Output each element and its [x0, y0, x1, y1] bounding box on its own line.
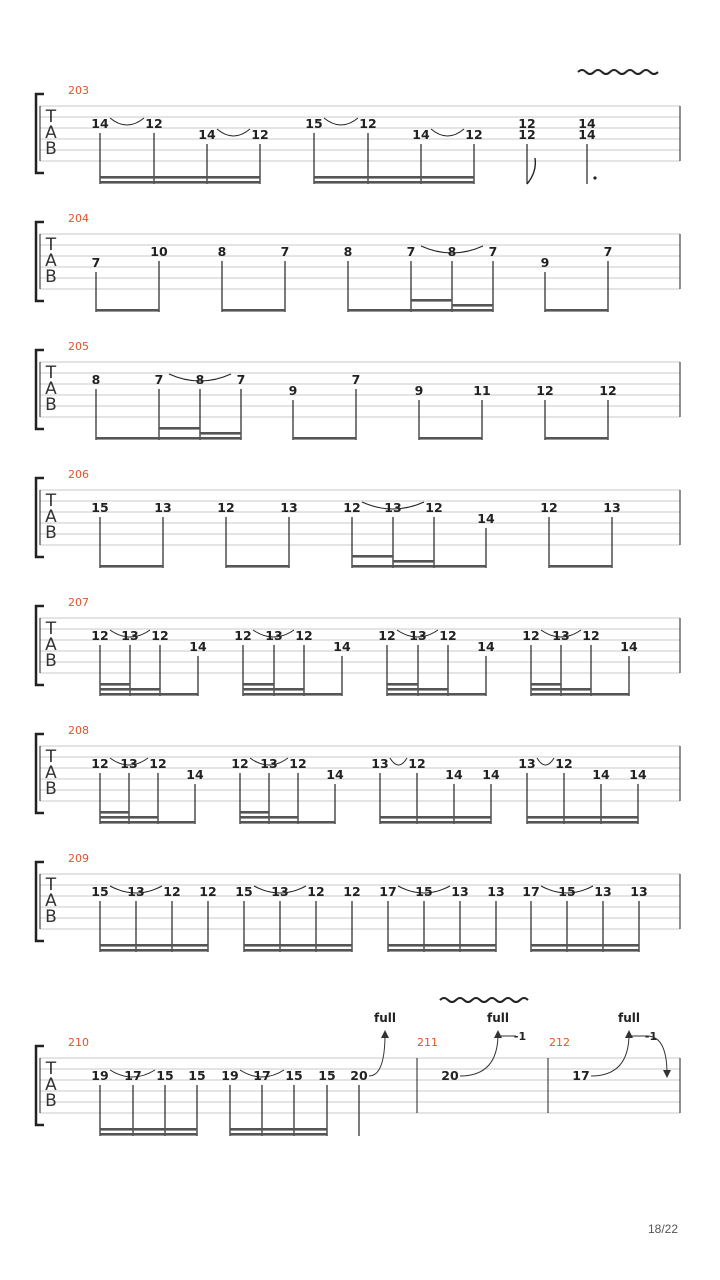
- bend-arrow: [369, 1034, 385, 1076]
- fret-number: 12: [231, 756, 249, 771]
- fret-number: 17: [522, 884, 540, 899]
- fret-number: 13: [630, 884, 648, 899]
- tab-clef-letter: B: [45, 395, 57, 415]
- tab-clef-letter: A: [45, 891, 57, 911]
- beam: [388, 944, 496, 947]
- fret-number: 15: [285, 1068, 303, 1083]
- beam: [348, 309, 493, 312]
- tab-system: [36, 852, 680, 952]
- fret-number: 15: [235, 884, 253, 899]
- tab-clef-letter: T: [45, 875, 57, 895]
- measure-number: 210: [68, 1036, 89, 1049]
- beam: [96, 437, 241, 440]
- measure-number: 205: [68, 340, 89, 353]
- tab-clef-letter: T: [45, 747, 57, 767]
- beam: [230, 1128, 327, 1131]
- beam: [293, 437, 356, 440]
- fret-number: 9: [540, 255, 550, 270]
- bend-label: full: [487, 1011, 509, 1025]
- fret-number: 12: [465, 127, 483, 142]
- tab-clef-letter: T: [45, 619, 57, 639]
- tab-clef-letter: T: [45, 491, 57, 511]
- fret-number: 15: [415, 884, 433, 899]
- fret-number: 8: [343, 244, 353, 259]
- bend-arrow: [591, 1034, 629, 1076]
- beam: [230, 1133, 327, 1136]
- fret-number: 12: [425, 500, 443, 515]
- fret-number: 12: [536, 383, 554, 398]
- fret-number: 12: [359, 116, 377, 131]
- fret-number: 13: [487, 884, 505, 899]
- fret-number: 12: [307, 884, 325, 899]
- slur: [324, 118, 358, 125]
- fret-number: 19: [221, 1068, 239, 1083]
- beam: [380, 821, 491, 824]
- beam: [100, 816, 158, 819]
- fret-number: 12: [582, 628, 600, 643]
- fret-number: 14: [578, 127, 596, 142]
- beam: [244, 949, 352, 952]
- fret-number: 13: [120, 756, 138, 771]
- fret-number: 12: [439, 628, 457, 643]
- fret-number: 17: [379, 884, 397, 899]
- tab-clef-letter: A: [45, 379, 57, 399]
- fret-number: 12: [518, 127, 536, 142]
- fret-number: 13: [384, 500, 402, 515]
- fret-number: 13: [409, 628, 427, 643]
- beam: [240, 821, 335, 824]
- fret-number: 15: [558, 884, 576, 899]
- fret-number: 12: [91, 628, 109, 643]
- beam: [100, 693, 198, 696]
- beam: [100, 811, 129, 814]
- tab-clef-letter: T: [45, 107, 57, 127]
- beam: [411, 299, 452, 302]
- fret-number: 14: [186, 767, 204, 782]
- fret-number: 9: [288, 383, 298, 398]
- fret-number: 12: [251, 127, 269, 142]
- tab-clef-letter: A: [45, 123, 57, 143]
- beam: [240, 816, 298, 819]
- fret-number: 13: [603, 500, 621, 515]
- beam: [100, 181, 260, 184]
- fret-number: 14: [445, 767, 463, 782]
- fret-number: 7: [91, 255, 101, 270]
- fret-number: 12: [289, 756, 307, 771]
- page-number: 18/22: [647, 1222, 678, 1236]
- beam: [243, 688, 304, 691]
- beam: [222, 309, 285, 312]
- beam: [314, 181, 474, 184]
- beam: [243, 693, 342, 696]
- fret-number: 14: [578, 116, 596, 131]
- measure-number: 211: [417, 1036, 438, 1049]
- beam: [244, 944, 352, 947]
- measure-number: 212: [549, 1036, 570, 1049]
- fret-number: 12: [149, 756, 167, 771]
- fret-number: 13: [451, 884, 469, 899]
- fret-number: 8: [91, 372, 101, 387]
- beam: [100, 683, 130, 686]
- fret-number: 12: [343, 500, 361, 515]
- tab-clef-letter: A: [45, 635, 57, 655]
- beam: [531, 944, 639, 947]
- fret-number: 12: [540, 500, 558, 515]
- tab-clef-letter: B: [45, 267, 57, 287]
- beam: [531, 949, 639, 952]
- dot: [593, 176, 596, 179]
- fret-number: 7: [154, 372, 164, 387]
- tab-clef-letter: B: [45, 907, 57, 927]
- beam: [159, 427, 200, 430]
- beam: [243, 683, 274, 686]
- fret-number: 15: [91, 884, 109, 899]
- vibrato-mark: [440, 998, 528, 1002]
- note-flag: [527, 158, 535, 184]
- beam: [314, 176, 474, 179]
- tab-system: [36, 70, 680, 184]
- fret-number: 20: [441, 1068, 459, 1083]
- fret-number: 11: [473, 383, 491, 398]
- measure-number: 208: [68, 724, 89, 737]
- fret-number: 12: [145, 116, 163, 131]
- fret-number: 14: [333, 639, 351, 654]
- fret-number: 8: [217, 244, 227, 259]
- bend-label: full: [618, 1011, 640, 1025]
- beam: [545, 309, 608, 312]
- fret-number: 13: [371, 756, 389, 771]
- fret-number: 12: [151, 628, 169, 643]
- fret-number: 12: [163, 884, 181, 899]
- fret-number: 14: [91, 116, 109, 131]
- measure-number: 207: [68, 596, 89, 609]
- slur: [390, 758, 407, 765]
- fret-number: 13: [260, 756, 278, 771]
- bend-arrow: [460, 1034, 498, 1076]
- beam: [100, 688, 160, 691]
- beam: [240, 811, 269, 814]
- release-label: -1: [644, 1030, 658, 1043]
- beam: [96, 309, 159, 312]
- fret-number: 12: [599, 383, 617, 398]
- beam: [387, 693, 486, 696]
- tab-system: [36, 468, 680, 568]
- beam: [393, 560, 434, 563]
- fret-number: 8: [195, 372, 205, 387]
- tab-clef-letter: B: [45, 651, 57, 671]
- tab-clef-letter: A: [45, 507, 57, 527]
- fret-number: 7: [236, 372, 246, 387]
- fret-number: 20: [350, 1068, 368, 1083]
- beam: [545, 437, 608, 440]
- fret-number: 15: [156, 1068, 174, 1083]
- fret-number: 14: [189, 639, 207, 654]
- tab-clef-letter: B: [45, 139, 57, 159]
- tab-clef-letter: T: [45, 1059, 57, 1079]
- beam: [388, 949, 496, 952]
- beam: [100, 565, 163, 568]
- fret-number: 15: [91, 500, 109, 515]
- fret-number: 8: [447, 244, 457, 259]
- fret-number: 13: [154, 500, 172, 515]
- fret-number: 15: [318, 1068, 336, 1083]
- beam: [100, 944, 208, 947]
- slur: [110, 118, 144, 125]
- fret-number: 13: [127, 884, 145, 899]
- fret-number: 17: [253, 1068, 271, 1083]
- tab-clef-letter: B: [45, 779, 57, 799]
- tab-system: [36, 998, 680, 1136]
- fret-number: 12: [217, 500, 235, 515]
- slur: [431, 129, 464, 136]
- fret-number: 14: [629, 767, 647, 782]
- fret-number: 12: [378, 628, 396, 643]
- measure-number: 209: [68, 852, 89, 865]
- fret-number: 14: [412, 127, 430, 142]
- tab-system: [36, 212, 680, 312]
- release-label: -1: [513, 1030, 527, 1043]
- fret-number: 15: [305, 116, 323, 131]
- fret-number: 17: [124, 1068, 142, 1083]
- beam: [380, 816, 491, 819]
- fret-number: 12: [199, 884, 217, 899]
- beam: [387, 688, 448, 691]
- fret-number: 15: [188, 1068, 206, 1083]
- beam: [352, 565, 486, 568]
- fret-number: 13: [271, 884, 289, 899]
- tab-clef-letter: B: [45, 1091, 57, 1111]
- slur: [217, 129, 250, 136]
- measure-number: 203: [68, 84, 89, 97]
- fret-number: 12: [408, 756, 426, 771]
- fret-number: 14: [198, 127, 216, 142]
- beam: [387, 683, 418, 686]
- tab-system: [36, 724, 680, 824]
- measure-number: 204: [68, 212, 89, 225]
- fret-number: 13: [121, 628, 139, 643]
- fret-number: 14: [482, 767, 500, 782]
- tab-system: [36, 596, 680, 696]
- fret-number: 7: [351, 372, 361, 387]
- fret-number: 13: [552, 628, 570, 643]
- beam: [100, 821, 195, 824]
- beam: [100, 1128, 197, 1131]
- fret-number: 7: [280, 244, 290, 259]
- fret-number: 12: [555, 756, 573, 771]
- fret-number: 7: [603, 244, 613, 259]
- fret-number: 13: [280, 500, 298, 515]
- beam: [352, 555, 393, 558]
- beam: [200, 432, 241, 435]
- fret-number: 13: [594, 884, 612, 899]
- tab-clef-letter: T: [45, 363, 57, 383]
- fret-number: 17: [572, 1068, 590, 1083]
- fret-number: 14: [477, 511, 495, 526]
- fret-number: 7: [488, 244, 498, 259]
- fret-number: 7: [406, 244, 416, 259]
- tab-system: [36, 340, 680, 440]
- fret-number: 9: [414, 383, 424, 398]
- measure-number: 206: [68, 468, 89, 481]
- fret-number: 14: [477, 639, 495, 654]
- tab-clef-letter: A: [45, 1075, 57, 1095]
- beam: [100, 1133, 197, 1136]
- beam: [531, 693, 629, 696]
- beam: [549, 565, 612, 568]
- beam: [531, 688, 591, 691]
- fret-number: 10: [150, 244, 168, 259]
- beam: [226, 565, 289, 568]
- fret-number: 12: [234, 628, 252, 643]
- beam: [419, 437, 482, 440]
- fret-number: 14: [326, 767, 344, 782]
- tab-clef-letter: B: [45, 523, 57, 543]
- fret-number: 14: [592, 767, 610, 782]
- beam: [452, 304, 493, 307]
- tab-clef-letter: A: [45, 251, 57, 271]
- tab-clef-letter: A: [45, 763, 57, 783]
- fret-number: 13: [518, 756, 536, 771]
- fret-number: 12: [343, 884, 361, 899]
- fret-number: 12: [91, 756, 109, 771]
- fret-number: 13: [265, 628, 283, 643]
- beam: [531, 683, 561, 686]
- vibrato-mark: [578, 70, 658, 74]
- beam: [100, 176, 260, 179]
- fret-number: 12: [518, 116, 536, 131]
- beam: [100, 949, 208, 952]
- beam: [527, 821, 638, 824]
- bend-label: full: [374, 1011, 396, 1025]
- fret-number: 14: [620, 639, 638, 654]
- tab-clef-letter: T: [45, 235, 57, 255]
- slur: [537, 758, 554, 765]
- fret-number: 12: [295, 628, 313, 643]
- beam: [527, 816, 638, 819]
- fret-number: 12: [522, 628, 540, 643]
- fret-number: 19: [91, 1068, 109, 1083]
